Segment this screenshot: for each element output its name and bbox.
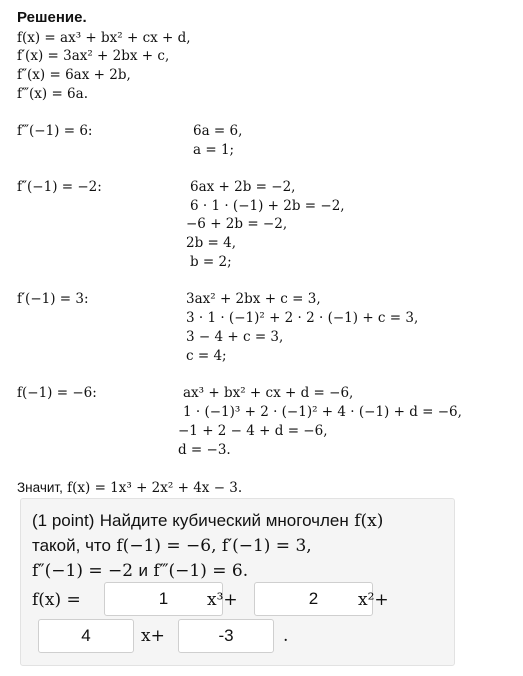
intro-line-f2: f″(x) = 6ax + 2b, [17,67,131,83]
step-line: 3 − 4 + c = 3, [186,329,284,345]
step-line: 6ax + 2b = −2, [190,179,296,195]
intro-line-f3: f‴(x) = 6a. [17,86,88,102]
conclusion [17,479,242,497]
step-line: d = −3. [178,442,231,458]
problem-line-3 [32,559,248,583]
step-line: ax³ + bx² + cx + d = −6, [183,385,354,401]
term-x: x+ [141,626,165,646]
answer-input-c[interactable]: 4 [38,619,134,653]
condition-2: f″(−1) = −2 [32,561,134,581]
step-line: a = 1; [193,142,235,158]
step-line: 1 · (−1)³ + 2 · (−1)² + 4 · (−1) + d = −6, [183,404,462,420]
step-line: 3ax² + 2bx + c = 3, [186,291,321,307]
points-label: (1 point) [32,511,95,530]
step-line: 3 · 1 · (−1)² + 2 · 2 · (−1) + c = 3, [186,310,419,326]
problem-panel [20,498,455,666]
problem-line-2 [32,534,312,558]
fx-symbol: f(x) [354,511,384,531]
term-x3: x³+ [207,590,238,610]
intro-line-f1: f′(x) = 3ax² + 2bx + c, [17,48,170,64]
condition-f3: f‴(−1) = 6: [17,123,93,139]
step-line: −6 + 2b = −2, [186,216,288,232]
condition-f0: f(−1) = −6: [17,385,97,401]
lhs-label: f(x) = [32,590,81,610]
step-line: −1 + 2 − 4 + d = −6, [178,423,328,439]
condition-1: f(−1) = −6, f′(−1) = 3, [116,536,312,556]
conclusion-label: Значит, [17,480,63,495]
step-line: c = 4; [186,348,227,364]
answer-input-d[interactable]: -3 [178,619,274,653]
conclusion-formula: f(x) = 1x³ + 2x² + 4x − 3. [67,480,243,496]
term-x2: x²+ [358,590,389,610]
answer-input-b[interactable]: 2 [254,582,373,616]
step-line: 6 · 1 · (−1) + 2b = −2, [190,198,345,214]
problem-line-1 [32,509,383,533]
and-word: и [138,561,148,580]
problem-text-1: Найдите кубический многочлен [99,511,349,530]
solution-heading: Решение. [17,9,87,26]
final-period: . [283,626,289,646]
condition-3: f‴(−1) = 6. [153,561,249,581]
condition-f1: f′(−1) = 3: [17,291,89,307]
problem-text-2: такой, что [32,536,111,555]
intro-line-f: f(x) = ax³ + bx² + cx + d, [17,30,191,46]
answer-input-a[interactable]: 1 [104,582,223,616]
step-line: 2b = 4, [186,235,237,251]
step-line: b = 2; [190,254,232,270]
condition-f2: f″(−1) = −2: [17,179,102,195]
step-line: 6a = 6, [193,123,243,139]
